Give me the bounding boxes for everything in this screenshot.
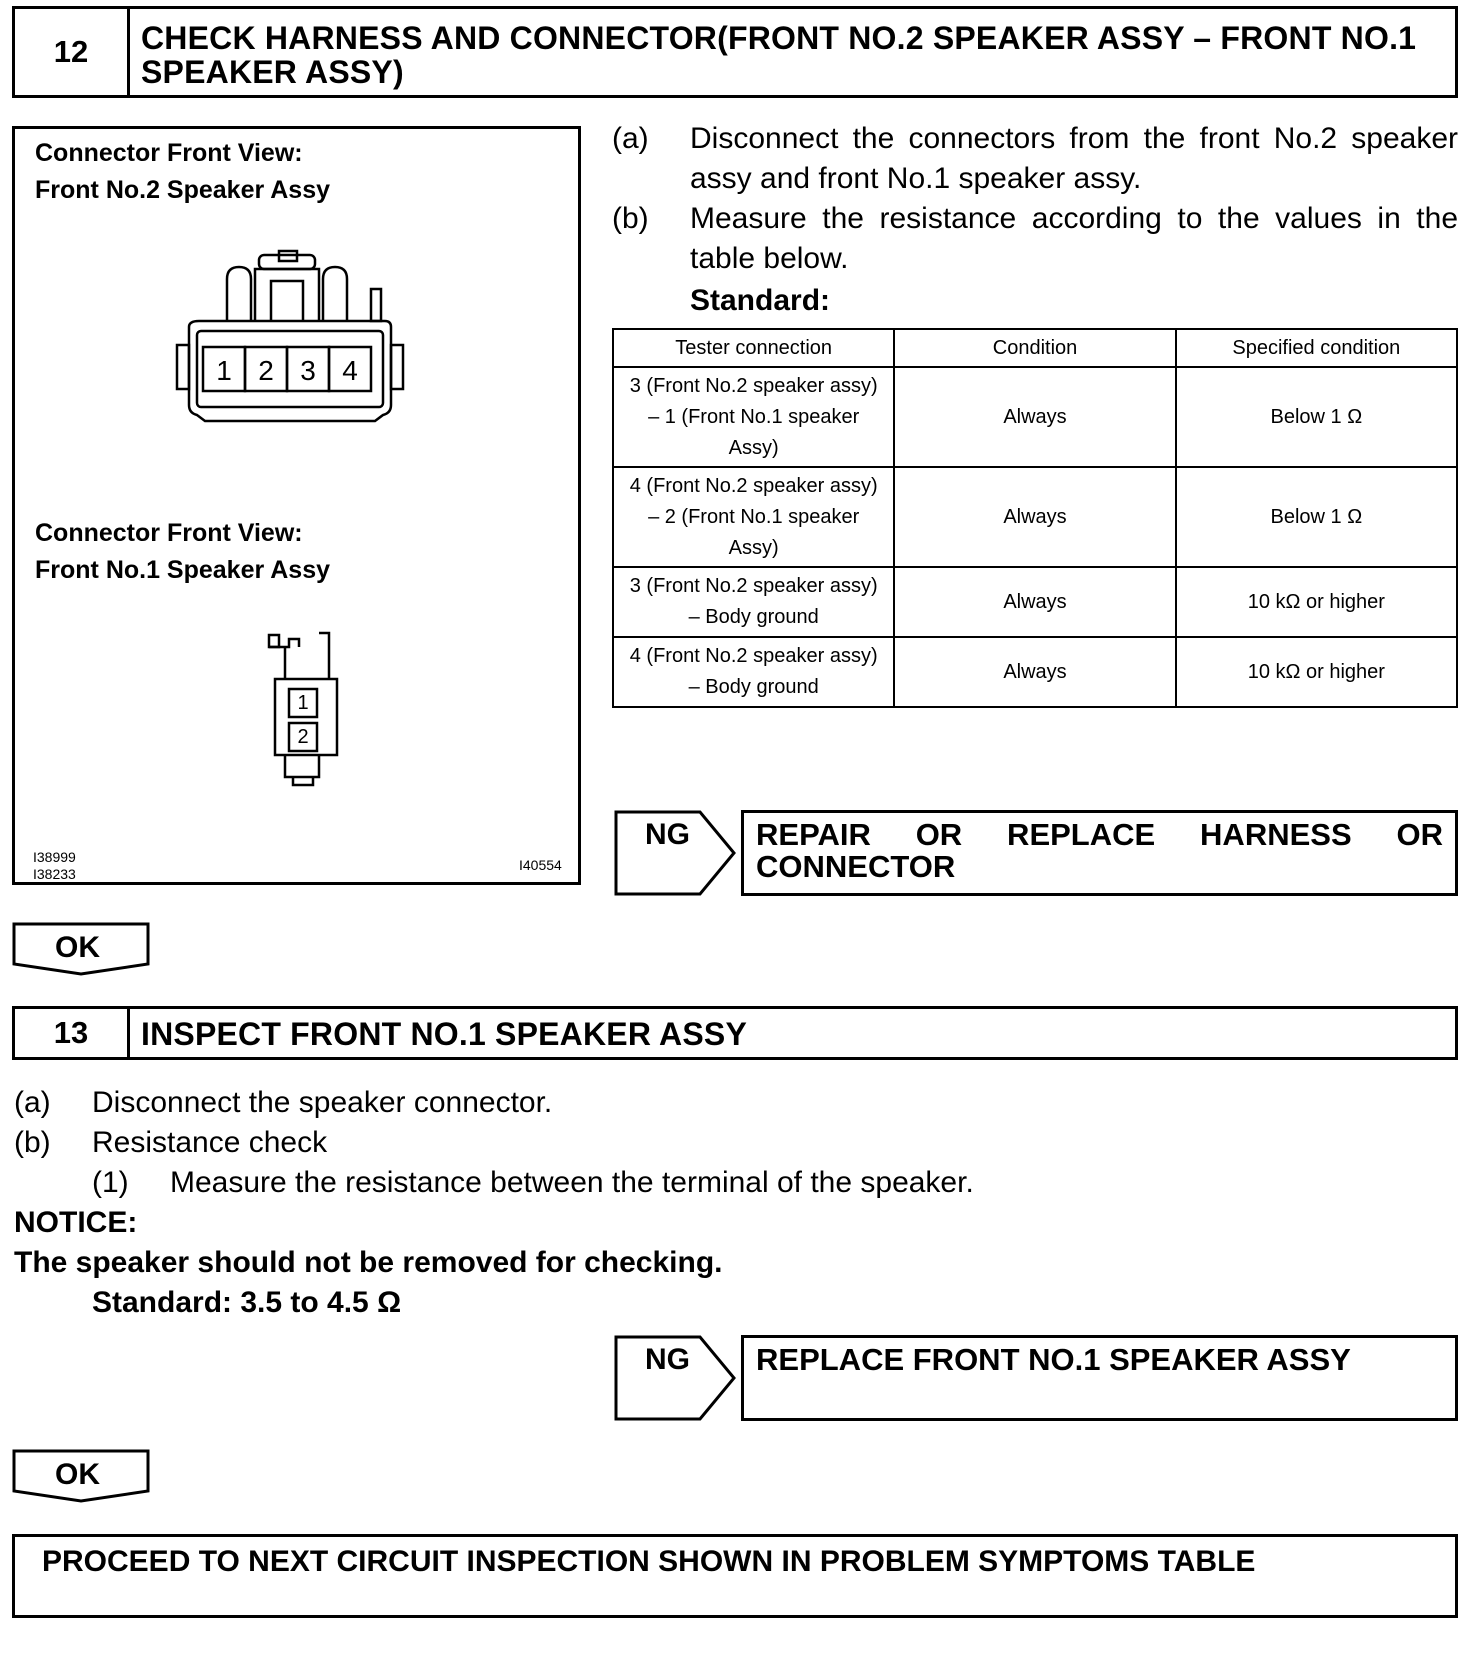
front-no1-pin-labels: [289, 689, 317, 757]
condition-cell: Always: [894, 637, 1175, 707]
step-12-instruction-b: (b) Measure the resistance according to the values in the table below.: [612, 202, 1458, 275]
specified-condition-cell: 10 kΩ or higher: [1176, 637, 1457, 707]
table-row: [613, 637, 1457, 707]
step-13-header: [12, 1006, 1458, 1060]
table-row: [613, 567, 1457, 637]
notice-title: NOTICE:: [14, 1206, 138, 1239]
figure-id-1: I38999: [33, 849, 76, 865]
tester-connection-cell: 4 (Front No.2 speaker assy) – 2 (Front No.1 speaker Assy): [613, 467, 894, 567]
step-12-instruction-a: (a) Disconnect the connectors from the front No.2 speaker assy and front No.1 speaker assy.: [612, 122, 1458, 195]
tester-connection-cell: 3 (Front No.2 speaker assy) – Body ground: [613, 567, 894, 637]
step-13-instruction-a: (a) Disconnect the speaker connector.: [14, 1086, 553, 1119]
step-12-standard-label: Standard:: [690, 284, 831, 317]
table-header-tester: Tester connection: [613, 329, 894, 367]
step-12-ng-action: REPAIR OR REPLACE HARNESS OR CONNECTOR: [741, 810, 1458, 896]
step-13-instruction-b: (b) Resistance check: [14, 1126, 328, 1159]
step-12-number: 12: [15, 9, 130, 95]
step-12-ng-label: NG: [645, 818, 690, 851]
step-13-ok-label: OK: [55, 1458, 100, 1491]
step-13-title: INSPECT FRONT NO.1 SPEAKER ASSY: [141, 1016, 747, 1052]
step-13-ng-label: NG: [645, 1343, 690, 1376]
step-13-ng-action: REPLACE FRONT NO.1 SPEAKER ASSY: [741, 1335, 1458, 1421]
specified-condition-cell: Below 1 Ω: [1176, 367, 1457, 467]
table-row: [613, 367, 1457, 467]
connector-pin-1: 1: [216, 355, 232, 386]
step-13-substep-1: (1) Measure the resistance between the terminal of the speaker.: [92, 1166, 974, 1199]
resistance-table: [612, 328, 1458, 708]
connector-pin-4: 4: [342, 355, 358, 386]
notice-text: The speaker should not be removed for checking.: [14, 1246, 723, 1279]
figure-id-3: I40554: [519, 857, 562, 873]
step-12-ok-label: OK: [55, 931, 100, 964]
proceed-box: PROCEED TO NEXT CIRCUIT INSPECTION SHOWN IN PROBLEM SYMPTOMS TABLE: [12, 1534, 1458, 1618]
specified-condition-cell: 10 kΩ or higher: [1176, 567, 1457, 637]
step-12-header: [12, 6, 1458, 98]
step-13-standard: Standard: 3.5 to 4.5 Ω: [92, 1286, 402, 1319]
condition-cell: Always: [894, 467, 1175, 567]
connector-pin-2: 2: [297, 726, 309, 748]
figure-caption-front-no1: Connector Front View: Front No.1 Speaker Assy: [35, 519, 331, 584]
connector-pin-2: 2: [258, 355, 274, 386]
connector-pin-1: 1: [297, 692, 309, 714]
connector-figure: [12, 126, 581, 885]
table-header-specified: Specified condition: [1176, 329, 1457, 367]
condition-cell: Always: [894, 367, 1175, 467]
figure-id-2: I38233: [33, 866, 76, 882]
front-no2-connector-diagram: [175, 249, 415, 439]
figure-caption-front-no2: Connector Front View: Front No.2 Speaker Assy: [35, 139, 331, 204]
connector-pin-3: 3: [300, 355, 316, 386]
tester-connection-cell: 4 (Front No.2 speaker assy) – Body ground: [613, 637, 894, 707]
table-header-condition: Condition: [894, 329, 1175, 367]
front-no2-pin-labels: [203, 349, 371, 393]
tester-connection-cell: 3 (Front No.2 speaker assy) – 1 (Front No.1 speaker Assy): [613, 367, 894, 467]
condition-cell: Always: [894, 567, 1175, 637]
step-13-number: 13: [15, 1009, 130, 1057]
table-row: [613, 467, 1457, 567]
specified-condition-cell: Below 1 Ω: [1176, 467, 1457, 567]
step-12-title: CHECK HARNESS AND CONNECTOR(FRONT NO.2 SPEAKER ASSY – FRONT NO.1 SPEAKER ASSY): [141, 20, 1417, 90]
